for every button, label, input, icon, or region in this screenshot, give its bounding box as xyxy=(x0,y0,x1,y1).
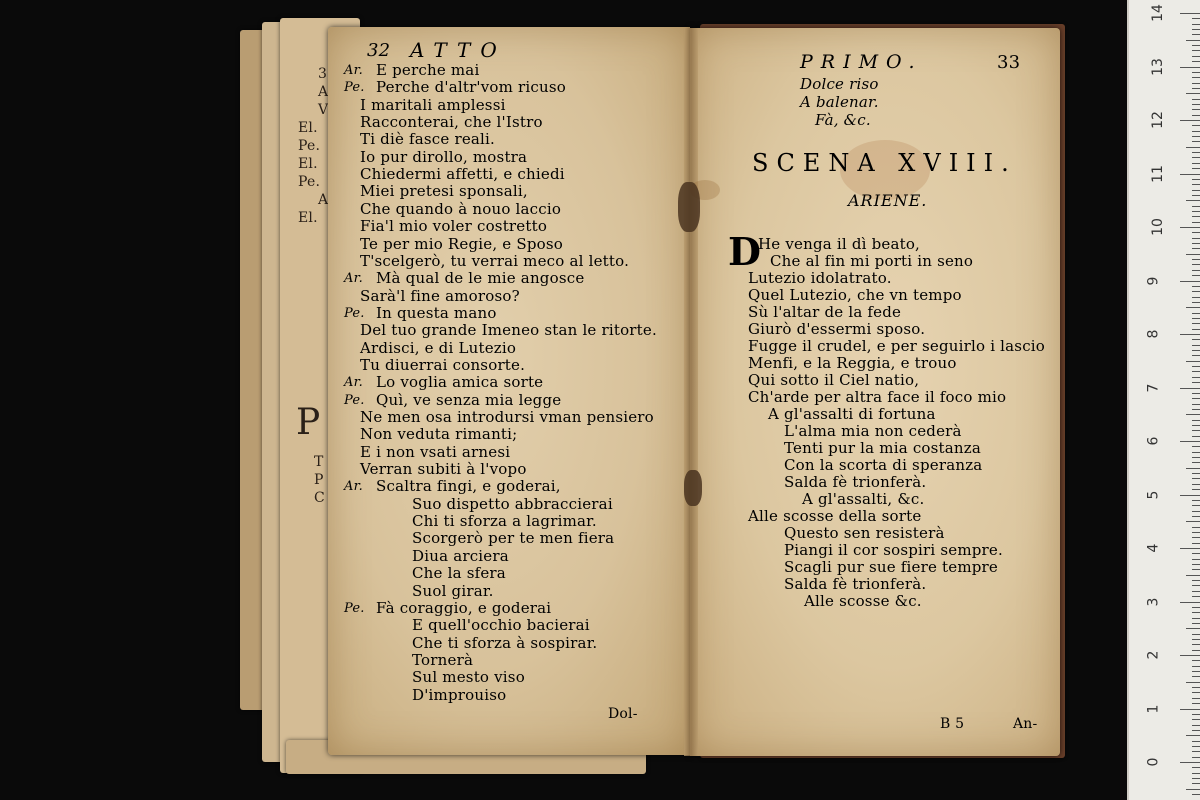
ruler-tick xyxy=(1192,746,1200,747)
ruler-tick xyxy=(1192,190,1200,191)
ruler-tick xyxy=(1186,521,1200,522)
ruler-number: 11 xyxy=(1149,164,1166,183)
ruler-tick xyxy=(1192,660,1200,661)
ruler-tick xyxy=(1186,200,1200,201)
left-page-number: 32 xyxy=(367,40,391,61)
ruler-number: 2 xyxy=(1145,650,1162,660)
verse-line: Fia'l mio voler costretto xyxy=(360,217,548,236)
back-page-fragment: P xyxy=(296,402,321,443)
verse-line: Perche d'altr'vom ricuso xyxy=(376,78,567,97)
back-page-fragment: El. xyxy=(298,210,318,226)
verse-line: A gl'assalti di fortuna xyxy=(768,405,936,423)
verse-line: Ti diè fasce reali. xyxy=(360,130,496,149)
ruler-tick xyxy=(1192,398,1200,399)
ruler-tick xyxy=(1192,163,1200,164)
ruler-number: 3 xyxy=(1145,597,1162,606)
ruler-tick xyxy=(1192,109,1200,110)
back-page-fragment: A xyxy=(318,84,329,100)
ruler-tick xyxy=(1180,281,1200,282)
ruler-tick xyxy=(1186,361,1200,362)
ruler-number: 6 xyxy=(1145,436,1162,446)
ruler-tick xyxy=(1192,607,1200,608)
verse-line: Non veduta rimanti; xyxy=(360,425,518,444)
ruler-tick xyxy=(1192,478,1200,479)
verse-line: Del tuo grande Imeneo stan le ritorte. xyxy=(360,321,657,340)
back-page-fragment: V xyxy=(318,102,329,118)
ruler-tick xyxy=(1192,484,1200,485)
ruler-tick xyxy=(1192,580,1200,581)
ruler-tick xyxy=(1192,741,1200,742)
ruler-tick xyxy=(1192,559,1200,560)
ruler-tick xyxy=(1192,72,1200,73)
speaker-label: Pe. xyxy=(344,80,365,96)
ruler-tick xyxy=(1180,762,1200,763)
ruler-tick xyxy=(1192,264,1200,265)
verse-line: Suol girar. xyxy=(412,581,494,600)
ruler-tick xyxy=(1192,543,1200,544)
ruler-tick xyxy=(1180,602,1200,603)
ruler-number: 10 xyxy=(1149,218,1166,236)
ruler-tick xyxy=(1192,430,1200,431)
verse-line: A gl'assalti, &c. xyxy=(802,490,925,508)
verse-line: Scagli pur sue fiere tempre xyxy=(784,558,999,576)
signature-mark: B 5 xyxy=(940,716,965,732)
verse-line: I maritali amplessi xyxy=(360,95,506,114)
verse-line: Qui sotto il Ciel natio, xyxy=(748,371,920,389)
ruler-tick xyxy=(1192,355,1200,356)
ruler-tick xyxy=(1192,18,1200,19)
verse-line: Io pur dirollo, mostra xyxy=(360,147,528,166)
verse-line: Quel Lutezio, che vn tempo xyxy=(748,286,962,304)
character-name: ARIENE. xyxy=(848,191,928,210)
back-page-fragment: Pe. xyxy=(298,174,321,190)
speaker-label: Ar. xyxy=(344,479,363,495)
ruler-tick xyxy=(1180,174,1200,175)
left-catchword: Dol- xyxy=(608,706,638,722)
ruler-number: 4 xyxy=(1145,543,1162,553)
back-page-fragment: 3 xyxy=(318,66,328,82)
ruler-tick xyxy=(1192,125,1200,126)
ruler-tick xyxy=(1192,45,1200,46)
ruler-tick xyxy=(1192,644,1200,645)
ruler-tick xyxy=(1192,211,1200,212)
ruler-tick xyxy=(1192,243,1200,244)
right-running-head: PRIMO. xyxy=(800,51,923,73)
paper-tear xyxy=(684,470,702,506)
ruler-tick xyxy=(1192,275,1200,276)
verse-line: E quell'occhio bacierai xyxy=(412,616,590,635)
speaker-label: Ar. xyxy=(344,375,363,391)
ruler-tick xyxy=(1192,703,1200,704)
verse-line: Questo sen resisterà xyxy=(784,524,945,542)
verse-line: Con la scorta di speranza xyxy=(784,456,983,474)
ruler-tick xyxy=(1192,29,1200,30)
top-line: A balenar. xyxy=(800,93,879,111)
ruler-tick xyxy=(1192,511,1200,512)
ruler-tick xyxy=(1192,329,1200,330)
verse-line: Ch'arde per altra face il foco mio xyxy=(748,388,1007,406)
verse-line: Mà qual de le mie angosce xyxy=(376,269,585,288)
ruler-tick xyxy=(1192,591,1200,592)
ruler-tick xyxy=(1192,404,1200,405)
ruler-tick xyxy=(1192,88,1200,89)
ruler-tick xyxy=(1192,157,1200,158)
ruler-tick xyxy=(1180,227,1200,228)
ruler-tick xyxy=(1192,83,1200,84)
ruler-tick xyxy=(1192,77,1200,78)
ruler-tick xyxy=(1180,67,1200,68)
ruler-tick xyxy=(1192,692,1200,693)
ruler-tick xyxy=(1186,789,1200,790)
drop-cap: D xyxy=(728,229,762,274)
ruler-number: 14 xyxy=(1149,4,1166,22)
verse-line: Salda fè trionferà. xyxy=(784,575,927,593)
ruler-tick xyxy=(1186,414,1200,415)
ruler-tick xyxy=(1180,13,1200,14)
ruler-tick xyxy=(1192,778,1200,779)
ruler-number: 13 xyxy=(1149,57,1166,76)
ruler-tick xyxy=(1192,206,1200,207)
verse-line: In questa mano xyxy=(376,303,497,322)
speaker-label: Pe. xyxy=(344,305,365,321)
ruler-tick xyxy=(1192,714,1200,715)
verse-line: Diua arciera xyxy=(412,546,509,565)
ruler-tick xyxy=(1192,366,1200,367)
ruler-tick xyxy=(1186,628,1200,629)
ruler-tick xyxy=(1192,115,1200,116)
verse-line: Che la sfera xyxy=(412,564,506,583)
ruler-tick xyxy=(1192,505,1200,506)
verse-line: Scaltra fingi, e goderai, xyxy=(376,477,561,496)
ruler-tick xyxy=(1192,259,1200,260)
ruler-tick xyxy=(1192,596,1200,597)
ruler-tick xyxy=(1192,623,1200,624)
ruler-tick xyxy=(1186,40,1200,41)
ruler-tick xyxy=(1192,725,1200,726)
ruler-tick xyxy=(1186,735,1200,736)
ruler-tick xyxy=(1180,655,1200,656)
verse-line: He venga il dì beato, xyxy=(758,235,921,253)
ruler-tick xyxy=(1186,254,1200,255)
verse-line: Lutezio idolatrato. xyxy=(748,269,892,287)
verse-line: Sarà'l fine amoroso? xyxy=(360,286,520,305)
ruler-tick xyxy=(1192,783,1200,784)
verse-line: Sul mesto viso xyxy=(412,668,525,687)
right-catchword: An- xyxy=(1013,716,1038,732)
back-page-fragment: T xyxy=(314,454,324,470)
verse-line: Chiedermi affetti, e chiedi xyxy=(360,165,565,184)
verse-line: Salda fè trionferà. xyxy=(784,473,927,491)
ruler-tick xyxy=(1192,168,1200,169)
ruler-tick xyxy=(1192,612,1200,613)
verse-line: Tornerà xyxy=(412,650,474,669)
ruler-tick xyxy=(1192,794,1200,795)
speaker-label: Ar. xyxy=(344,63,363,78)
scene-title: SCENA XVIII. xyxy=(752,149,1017,177)
ruler-tick xyxy=(1192,527,1200,528)
left-running-head: ATTO xyxy=(410,38,507,62)
ruler-tick xyxy=(1192,61,1200,62)
ruler-tick xyxy=(1192,141,1200,142)
ruler-tick xyxy=(1192,537,1200,538)
ruler-tick xyxy=(1192,248,1200,249)
right-page-number: 33 xyxy=(997,52,1021,73)
ruler-tick xyxy=(1192,639,1200,640)
ruler-number: 9 xyxy=(1145,276,1162,285)
ruler-tick xyxy=(1192,34,1200,35)
ruler-tick xyxy=(1192,24,1200,25)
ruler-tick xyxy=(1192,195,1200,196)
ruler-tick xyxy=(1180,388,1200,389)
ruler-tick xyxy=(1192,500,1200,501)
ruler-tick xyxy=(1192,56,1200,57)
top-line: Dolce riso xyxy=(800,75,879,93)
ruler-tick xyxy=(1192,420,1200,421)
ruler-number: 7 xyxy=(1145,383,1162,392)
back-page-fragment: Pe. xyxy=(298,138,321,154)
ruler-tick xyxy=(1192,585,1200,586)
verse-line: Che quando à nouo laccio xyxy=(360,199,562,218)
verse-line: Sù l'altar de la fede xyxy=(748,303,902,321)
paper-tear xyxy=(678,182,700,232)
verse-line: Scorgerò per te men fiera xyxy=(412,529,615,548)
speaker-label: Pe. xyxy=(344,600,365,616)
back-page-fragment: El. xyxy=(298,120,318,136)
ruler-tick xyxy=(1180,495,1200,496)
top-line: Fà, &c. xyxy=(815,111,871,129)
ruler-number: 1 xyxy=(1145,704,1162,713)
ruler-tick xyxy=(1192,489,1200,490)
back-page-fragment: A xyxy=(318,192,329,208)
ruler-tick xyxy=(1186,307,1200,308)
ruler-tick xyxy=(1192,291,1200,292)
ruler-tick xyxy=(1192,564,1200,565)
ruler-tick xyxy=(1192,532,1200,533)
verse-line: Ne men osa introdursi vman pensiero xyxy=(360,408,654,426)
verse-line: Chi ti sforza a lagrimar. xyxy=(412,512,597,531)
ruler-tick xyxy=(1180,709,1200,710)
verse-line: Ardisci, e di Lutezio xyxy=(360,338,517,357)
ruler-tick xyxy=(1192,462,1200,463)
measuring-ruler xyxy=(1127,0,1200,800)
ruler-tick xyxy=(1192,216,1200,217)
ruler-tick xyxy=(1186,575,1200,576)
ruler-tick xyxy=(1186,468,1200,469)
verse-line: Te per mio Regie, e Sposo xyxy=(360,234,563,253)
ruler-tick xyxy=(1186,147,1200,148)
ruler-number: 12 xyxy=(1149,111,1166,129)
verse-line: Che ti sforza à sospirar. xyxy=(412,633,598,652)
verse-line: Lo voglia amica sorte xyxy=(376,373,544,392)
verse-line: Piangi il cor sospiri sempre. xyxy=(784,541,1003,559)
ruler-tick xyxy=(1180,120,1200,121)
verse-line: Miei pretesi sponsali, xyxy=(360,182,528,201)
ruler-tick xyxy=(1192,671,1200,672)
speaker-label: Pe. xyxy=(344,392,365,408)
ruler-tick xyxy=(1192,382,1200,383)
back-page-fragment: P xyxy=(314,472,324,488)
ruler-tick xyxy=(1192,104,1200,105)
verse-line: Racconterai, che l'Istro xyxy=(360,113,543,132)
ruler-tick xyxy=(1192,323,1200,324)
ruler-tick xyxy=(1180,548,1200,549)
ruler-tick xyxy=(1192,687,1200,688)
ruler-tick xyxy=(1192,99,1200,100)
verse-line: Alle scosse della sorte xyxy=(748,507,922,525)
verse-line: Quì, ve senza mia legge xyxy=(376,390,562,409)
ruler-tick xyxy=(1192,553,1200,554)
verse-line: D'improuiso xyxy=(412,685,507,704)
ruler-tick xyxy=(1192,393,1200,394)
ruler-tick xyxy=(1192,222,1200,223)
ruler-tick xyxy=(1192,377,1200,378)
back-page-fragment: El. xyxy=(298,156,318,172)
ruler-tick xyxy=(1192,650,1200,651)
ruler-tick xyxy=(1192,136,1200,137)
ruler-tick xyxy=(1192,698,1200,699)
verse-line: Fà coraggio, e goderai xyxy=(376,598,552,617)
ruler-tick xyxy=(1192,302,1200,303)
ruler-number: 0 xyxy=(1145,757,1162,767)
ruler-tick xyxy=(1186,682,1200,683)
ruler-tick xyxy=(1192,350,1200,351)
ruler-tick xyxy=(1192,436,1200,437)
ruler-tick xyxy=(1186,93,1200,94)
ruler-tick xyxy=(1192,446,1200,447)
ruler-tick xyxy=(1192,184,1200,185)
ruler-tick xyxy=(1192,286,1200,287)
ruler-tick xyxy=(1192,297,1200,298)
verse-line: Fugge il crudel, e per seguirlo i lascio xyxy=(748,337,1046,355)
ruler-tick xyxy=(1192,409,1200,410)
ruler-tick xyxy=(1192,152,1200,153)
ruler-number: 8 xyxy=(1145,329,1162,339)
speaker-label: Ar. xyxy=(344,271,363,287)
ruler-tick xyxy=(1192,773,1200,774)
ruler-tick xyxy=(1192,131,1200,132)
ruler-tick xyxy=(1192,238,1200,239)
verse-line: E perche mai xyxy=(376,61,480,79)
ruler-tick xyxy=(1192,634,1200,635)
ruler-tick xyxy=(1192,666,1200,667)
verse-line: T'scelgerò, tu verrai meco al letto. xyxy=(360,251,630,270)
back-page-fragment: C xyxy=(314,490,325,506)
verse-line: E i non vsati arnesi xyxy=(360,442,511,461)
verse-line: Suo dispetto abbraccierai xyxy=(412,494,613,513)
ruler-tick xyxy=(1192,313,1200,314)
ruler-tick xyxy=(1192,473,1200,474)
ruler-tick xyxy=(1192,345,1200,346)
ruler-tick xyxy=(1192,516,1200,517)
ruler-tick xyxy=(1192,569,1200,570)
ruler-tick xyxy=(1192,425,1200,426)
book-gutter xyxy=(684,28,698,756)
ruler-tick xyxy=(1192,232,1200,233)
ruler-tick xyxy=(1192,618,1200,619)
verse-line: Verran subiti à l'vopo xyxy=(360,460,527,479)
ruler-tick xyxy=(1192,270,1200,271)
verse-line: Menfi, e la Reggia, e trouo xyxy=(748,354,957,372)
ruler-tick xyxy=(1192,452,1200,453)
verse-line: Tu diuerrai consorte. xyxy=(360,355,526,374)
ruler-tick xyxy=(1192,318,1200,319)
verse-line: Giurò d'essermi sposo. xyxy=(748,320,926,338)
verse-line: Alle scosse &c. xyxy=(804,592,922,610)
ruler-tick xyxy=(1180,334,1200,335)
ruler-tick xyxy=(1192,676,1200,677)
ruler-tick xyxy=(1192,457,1200,458)
ruler-tick xyxy=(1192,730,1200,731)
ruler-tick xyxy=(1192,339,1200,340)
ruler-number: 5 xyxy=(1145,490,1162,499)
ruler-tick xyxy=(1180,441,1200,442)
ruler-tick xyxy=(1192,371,1200,372)
verse-line: Che al fin mi porti in seno xyxy=(770,252,974,270)
verse-line: Tenti pur la mia costanza xyxy=(784,439,982,457)
ruler-tick xyxy=(1192,767,1200,768)
ruler-tick xyxy=(1192,179,1200,180)
ruler-tick xyxy=(1192,751,1200,752)
ruler-tick xyxy=(1192,50,1200,51)
verse-line: L'alma mia non cederà xyxy=(784,422,962,440)
ruler-tick xyxy=(1192,757,1200,758)
ruler-tick xyxy=(1192,719,1200,720)
